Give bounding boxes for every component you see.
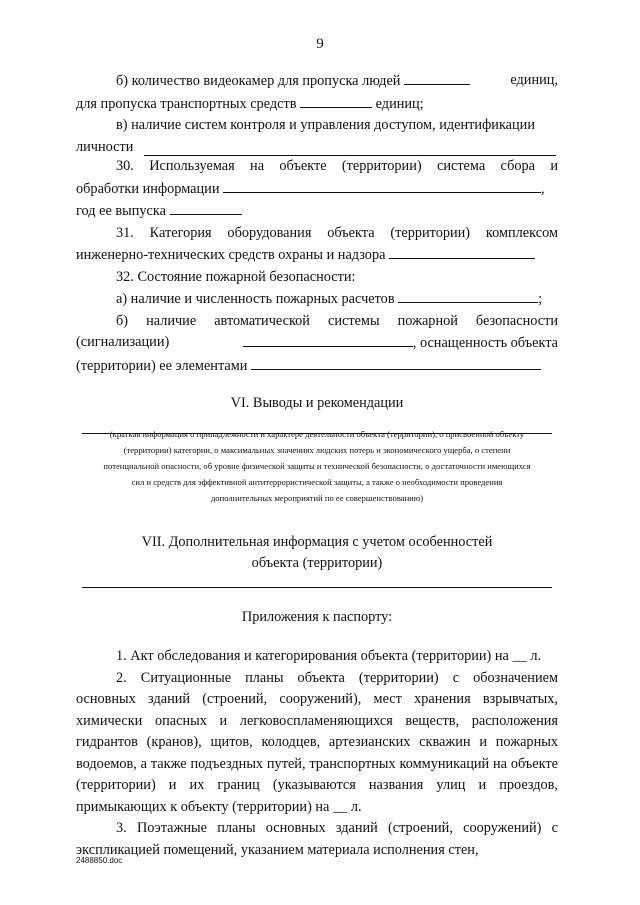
item-32b-text3: (территории) ее элементами: [76, 357, 248, 374]
page-number: 9: [316, 36, 324, 52]
section-6-title: VI. Выводы и рекомендации: [230, 395, 404, 411]
blank-field: [243, 332, 413, 347]
blank-field: [404, 70, 470, 85]
units-text: единиц,: [510, 72, 558, 88]
section-7-title: VII. Дополнительная информация с учетом особенностей: [141, 533, 493, 550]
item-b-text2: для пропуска транспортных средств: [76, 95, 297, 112]
item-b-line2: [76, 93, 558, 116]
blank-field: [170, 200, 242, 215]
item-31-text2: инженерно-технических средств охраны и надзора: [76, 247, 386, 263]
item-v-text2: личности: [76, 138, 134, 155]
blank-field: [389, 244, 535, 259]
note-line: (краткая информация о принадлежности и характере деятельности объекта (территории), о присвоенной объекту: [109, 428, 525, 439]
item-30-line1: 30. Используемая на объекте (территории) система сбора и: [116, 158, 558, 174]
blank-field: [251, 355, 541, 370]
document-body: [76, 70, 558, 861]
item-32a: а) наличие и численность пожарных расчетов ;: [76, 288, 558, 311]
item-30-line3: [76, 200, 558, 223]
item-32b-line2: [76, 332, 558, 355]
item-b-line1: [76, 70, 558, 93]
item-31-line2: [76, 244, 558, 267]
appendix-item-2: 2. Ситуационные планы объекта (территории) с обозначением основных зданий (строений, сооружений), мест хранения взрывчатых, химически опасных и легковоспламеняющихся веществ, расположения гидрантов (кранов), щитов, колодцев, артезианских скважин и пожарных водоемов, а также подъездных путей, транспортных коммуникаций на объекте (территории) и их границ (указываются названия улиц и проездов, примыкающих к объекту (территории) на __ л.: [76, 669, 558, 815]
note-line: (территории) категории, о максимальных значениях людских потерь и экономического ущерба, о степени: [123, 444, 511, 455]
blank-field: [223, 178, 541, 193]
note-line: сил и средств для эффективной антитеррористической защиты, а также о необходимости проведения: [131, 476, 503, 487]
appendix-item-1: 1. Акт обследования и категорирования объекта (территории) на __ л.: [116, 648, 542, 664]
blank-field: [398, 288, 538, 303]
units-text: единиц;: [375, 95, 424, 112]
item-v-line1: в) наличие систем контроля и управления доступом, идентификации: [116, 117, 535, 133]
appendix-title: Приложения к паспорту:: [241, 608, 393, 625]
item-30-line2: обработки информации ,: [76, 178, 558, 201]
section-6-note: [76, 426, 558, 506]
file-name: 2488850.doc: [76, 856, 123, 865]
note-line: потенциальной опасности, об уровне физической защиты и технической безопасности, о достаточности имеющихся: [103, 460, 531, 471]
item-30-text3: год ее выпуска: [76, 203, 166, 219]
item-32a-text: а) наличие и численность пожарных расчетов: [116, 291, 395, 307]
item-32b-text2b: , оснащенность объекта: [412, 335, 558, 351]
item-32: 32. Состояние пожарной безопасности:: [116, 268, 356, 285]
item-32b-line3: [76, 355, 558, 378]
appendix-item-3: 3. Поэтажные планы основных зданий (строений, сооружений) с экспликацией помещений, указанием материала исполнения стен,: [76, 820, 558, 858]
note-line: дополнительных мероприятий по ее совершенствованию): [210, 492, 424, 503]
section-7-subtitle: объекта (территории): [251, 555, 383, 571]
item-b-text: б) количество видеокамер для пропуска людей: [116, 73, 401, 89]
item-30-text2: обработки информации: [76, 180, 220, 197]
item-31-line1: 31. Категория оборудования объекта (территории) комплексом: [116, 224, 558, 241]
item-32b-line1: б) наличие автоматической системы пожарной безопасности: [116, 312, 558, 329]
blank-field: [300, 93, 372, 108]
item-32b-text2a: (сигнализации): [76, 334, 170, 350]
